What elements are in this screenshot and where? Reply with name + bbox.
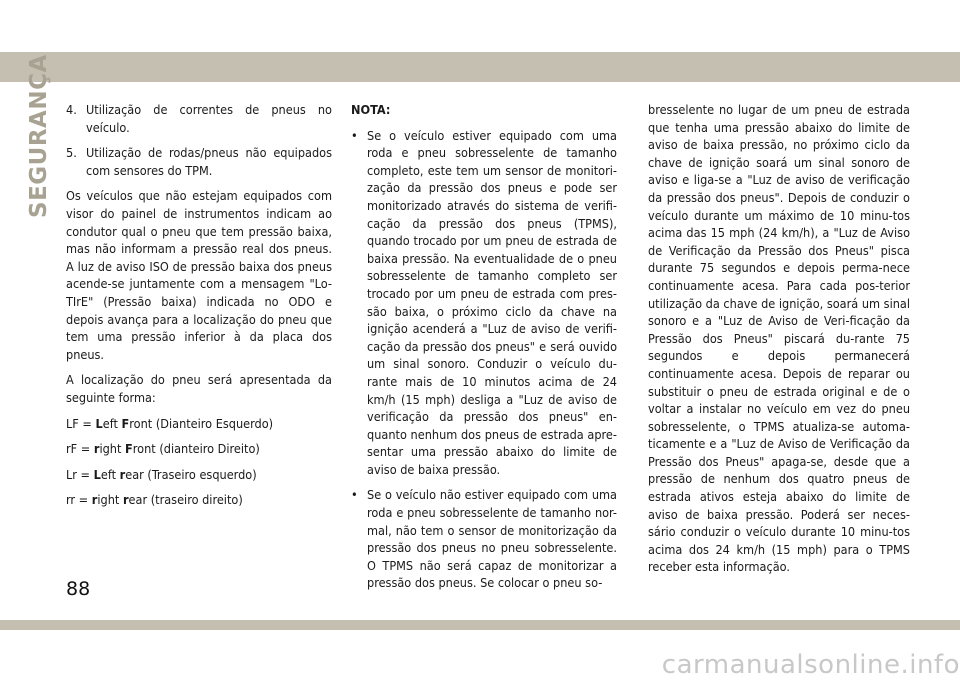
word-rest: ront (dianteiro Direito) xyxy=(132,441,260,457)
column-2 xyxy=(351,101,617,600)
tire-location-line xyxy=(66,415,332,433)
bullet-icon: • xyxy=(351,487,358,503)
bullet-text: Se o veículo não estiver equipado com uma roda e pneu sobresselente de tamanho nor-mal, não tem o sensor de monitorização da pressão dos pneus no pneu sobresselente. O TPMS não será capaz de monitorizar a pressão dos pneus. Se colocar o pneu so- xyxy=(367,487,617,591)
word-rest: ear (traseiro direito) xyxy=(128,492,243,508)
header-band xyxy=(0,52,960,82)
bullet-item xyxy=(351,127,617,479)
key-letter: L xyxy=(95,415,103,431)
column-1 xyxy=(66,101,332,517)
section-label: SEGURANÇA xyxy=(26,54,52,218)
list-number: 5. xyxy=(66,145,77,161)
word-rest: ront (Dianteiro Esquerdo) xyxy=(129,415,274,431)
word-rest: eft xyxy=(102,415,122,431)
paragraph: bresselente no lugar de um pneu de estrada que tenha uma pressão abaixo do limite de aviso de baixa pressão, no próximo ciclo da chave de ignição soará um sinal sonoro de aviso e liga-se a "Luz de aviso de verificação da pressão dos pneus". Depois de conduzir o veículo durante um máximo de 10 minu-tos acima das 15 mph (24 km/h), a "Luz de Aviso de Verificação da Pressão dos Pneus" pisca durante 75 segundos e depois perma-nece continuamente acesa. Para cada pos-terior utilização da chave de ignição, soará um sinal sonoro e a "Luz de Aviso de Veri-ficação da Pressão dos Pneus" piscará du-rante 75 segundos e depois permanecerá continuamente acesa. Depois de reparar ou substituir o pneu de estrada original e de o voltar a instalar no veículo em vez do pneu sobresselente, o TPMS atualiza-se automa-ticamente e a "Luz de Aviso de Verificação da Pressão dos Pneus" apaga-se, desde que a pressão de nenhum dos quatro pneus de estrada ativos esteja abaixo do limite de aviso de baixa pressão. Poderá ser neces-sário conduzir o veículo durante 10 minu-tos acima dos 24 km/h (15 mph) para o TPMS receber esta informação. xyxy=(648,102,910,575)
column-3 xyxy=(648,101,910,584)
section-tab xyxy=(22,54,52,218)
list-number: 4. xyxy=(66,102,77,117)
footer-band xyxy=(0,620,960,630)
word-rest: eft xyxy=(100,466,120,482)
key-letter: r xyxy=(91,492,98,508)
tire-abbr: rF = xyxy=(66,441,94,457)
tire-location-line xyxy=(66,440,332,458)
top-margin xyxy=(0,0,960,46)
tire-location-line xyxy=(66,491,332,509)
key-letter: F xyxy=(125,441,133,457)
tire-location-line xyxy=(66,466,332,484)
key-letter: r xyxy=(119,466,126,482)
key-letter: F xyxy=(121,415,130,431)
paragraph: Os veículos que não estejam equipados com visor do painel de instrumentos indicam ao condutor qual o pneu que tem pressão baixa, mas não informam a pressão real dos pneus. A luz de aviso ISO de pressão baixa dos pneus acende-se juntamente com a mensagem "Lo-TIrE" (Pressão baixa) indicada no ODO e depois avança para a localização do pneu que tem uma pressão inferior à da placa dos pneus. xyxy=(66,188,332,362)
list-text: Utilização de rodas/pneus não equipados com sensores do TPM. xyxy=(86,145,332,178)
tire-abbr: rr = xyxy=(66,492,92,508)
key-letter: r xyxy=(93,441,100,457)
watermark: carmanualsonline.info xyxy=(661,650,960,680)
note-heading: NOTA: xyxy=(351,102,391,117)
word-rest: ight xyxy=(97,492,123,508)
bullet-item xyxy=(351,486,617,592)
key-letter: r xyxy=(122,492,129,508)
word-rest: ight xyxy=(99,441,126,457)
key-letter: L xyxy=(93,466,101,482)
list-text: Utilização de correntes de pneus no veículo. xyxy=(86,102,332,135)
list-item xyxy=(66,144,332,179)
tire-abbr: Lr = xyxy=(66,466,94,482)
bullet-icon: • xyxy=(351,127,358,143)
paragraph: A localização do pneu será apresentada da seguinte forma: xyxy=(66,372,332,405)
list-item xyxy=(66,101,332,136)
page-number: 88 xyxy=(66,578,91,600)
word-rest: ear (Traseiro esquerdo) xyxy=(125,466,257,482)
tire-abbr: LF = xyxy=(66,415,96,431)
bullet-text: Se o veículo estiver equipado com uma roda e pneu sobresselente de tamanho completo, este tem um sensor de monitori-zação da pressão dos pneus e pode ser monitorizado através do sistema de verifi-cação da pressão dos pneus (TPMS), quando trocado por um pneu de estrada de baixa pressão. Na eventualidade de o pneu sobresselente de tamanho completo ser trocado por um pneu de estrada com pres-são baixa, o próximo ciclo da chave na ignição acenderá a "Luz de aviso de verifi-cação da pressão dos pneus" e será ouvido um sinal sonoro. Conduzir o veículo du-rante mais de 10 minutos acima de 24 km/h (15 mph) desliga a "Luz de aviso de verificação da pressão dos pneus" en-quanto nenhum dos pneus de estrada apre-sentar uma pressão abaixo do limite de aviso de baixa pressão. xyxy=(367,127,617,477)
